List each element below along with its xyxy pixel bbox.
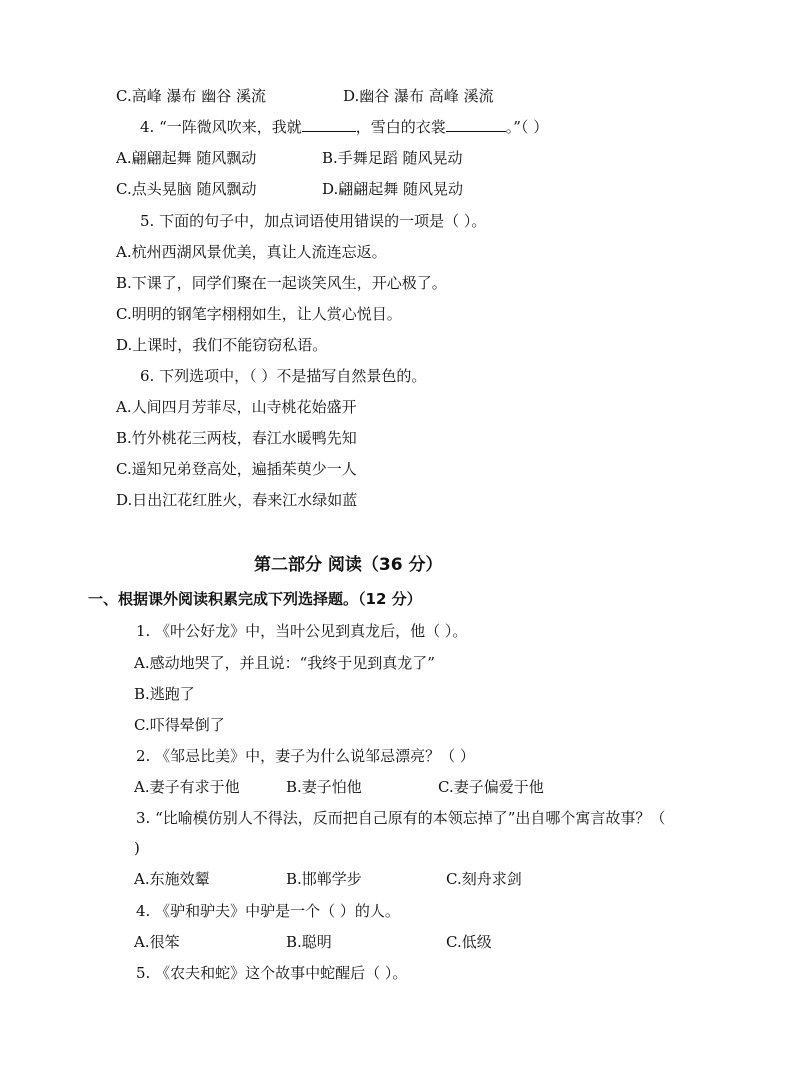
p2-q2-option-a: A.妻子有求于他 — [134, 778, 240, 796]
p2-q1-option-a: A.感动地哭了，并且说：“我终于见到真龙了” — [134, 654, 435, 672]
p2-q3-option-c: C.刻舟求剑 — [446, 870, 522, 888]
p2-q3-option-a: A.东施效颦 — [134, 870, 210, 888]
q4-option-a: A.翩翩起舞 随风飘动 — [116, 149, 257, 167]
q4-stem-part-c: 。”（ ） — [505, 118, 549, 136]
p2-q1-stem: 1. 《叶公好龙》中，当叶公见到真龙后，他（ ）。 — [136, 622, 468, 640]
section1-heading: 一、根据课外阅读积累完成下列选择题。（12 分） — [88, 590, 422, 608]
q5-option-b: B.下课了，同学们聚在一起谈笑风生，开心极了。 — [116, 274, 447, 292]
p2-q4-option-c: C.低级 — [446, 933, 492, 951]
q5-option-a: A.杭州西湖风景优美，真让人流连忘返。 — [116, 243, 387, 261]
q4-stem-part-a: 4. “一阵微风吹来，我就 — [140, 118, 302, 136]
p2-q3-stem-continuation: ) — [134, 839, 140, 857]
p2-q3-stem: 3. “比喻模仿别人不得法，反而把自己原有的本领忘掉了”出自哪个寓言故事？（ — [136, 809, 666, 827]
q6-option-c: C.遥知兄弟登高处，遍插茱萸少一人 — [116, 460, 357, 478]
q6-stem: 6. 下列选项中，（ ）不是描写自然景色的。 — [140, 367, 427, 385]
p2-q2-stem: 2. 《邹忌比美》中，妻子为什么说邹忌漂亮？（ ） — [136, 747, 475, 765]
p2-q5-stem: 5. 《农夫和蛇》这个故事中蛇醒后（ ）。 — [136, 964, 408, 982]
q6-option-b: B.竹外桃花三两枝，春江水暖鸭先知 — [116, 429, 357, 447]
q3-option-c: C.高峰 瀑布 幽谷 溪流 — [116, 87, 267, 105]
p2-q2-option-b: B.妻子怕他 — [286, 778, 362, 796]
q4-option-b: B.手舞足蹈 随风晃动 — [322, 149, 463, 167]
q5-stem: 5. 下面的句子中，加点词语使用错误的一项是（ ）。 — [140, 212, 487, 230]
p2-q1-option-c: C.吓得晕倒了 — [134, 716, 225, 734]
q3-option-d: D.幽谷 瀑布 高峰 溪流 — [343, 87, 494, 105]
q6-option-a: A.人间四月芳菲尽，山寺桃花始盛开 — [116, 398, 357, 416]
q4-blank-1 — [302, 117, 356, 132]
part2-title: 第二部分 阅读（36 分） — [254, 555, 443, 575]
p2-q4-stem: 4. 《驴和驴夫》中驴是一个（ ）的人。 — [136, 902, 400, 920]
p2-q1-option-b: B.逃跑了 — [134, 685, 195, 703]
q4-stem-part-b: ，雪白的衣裳 — [355, 118, 446, 136]
p2-q2-option-c: C.妻子偏爱于他 — [438, 778, 544, 796]
q4-option-d: D.翩翩起舞 随风晃动 — [322, 180, 464, 198]
q4-blank-2 — [446, 117, 506, 132]
q5-option-c: C.明明的钢笔字栩栩如生，让人赏心悦目。 — [116, 305, 402, 323]
p2-q4-option-a: A.很笨 — [134, 933, 180, 951]
q5-option-d: D.上课时，我们不能窃窃私语。 — [116, 336, 328, 354]
p2-q4-option-b: B.聪明 — [286, 933, 332, 951]
q4-option-c: C.点头晃脑 随风飘动 — [116, 180, 257, 198]
q4-stem — [140, 117, 548, 137]
p2-q3-option-b: B.邯郸学步 — [286, 870, 362, 888]
q6-option-d: D.日出江花红胜火，春来江水绿如蓝 — [116, 491, 358, 509]
